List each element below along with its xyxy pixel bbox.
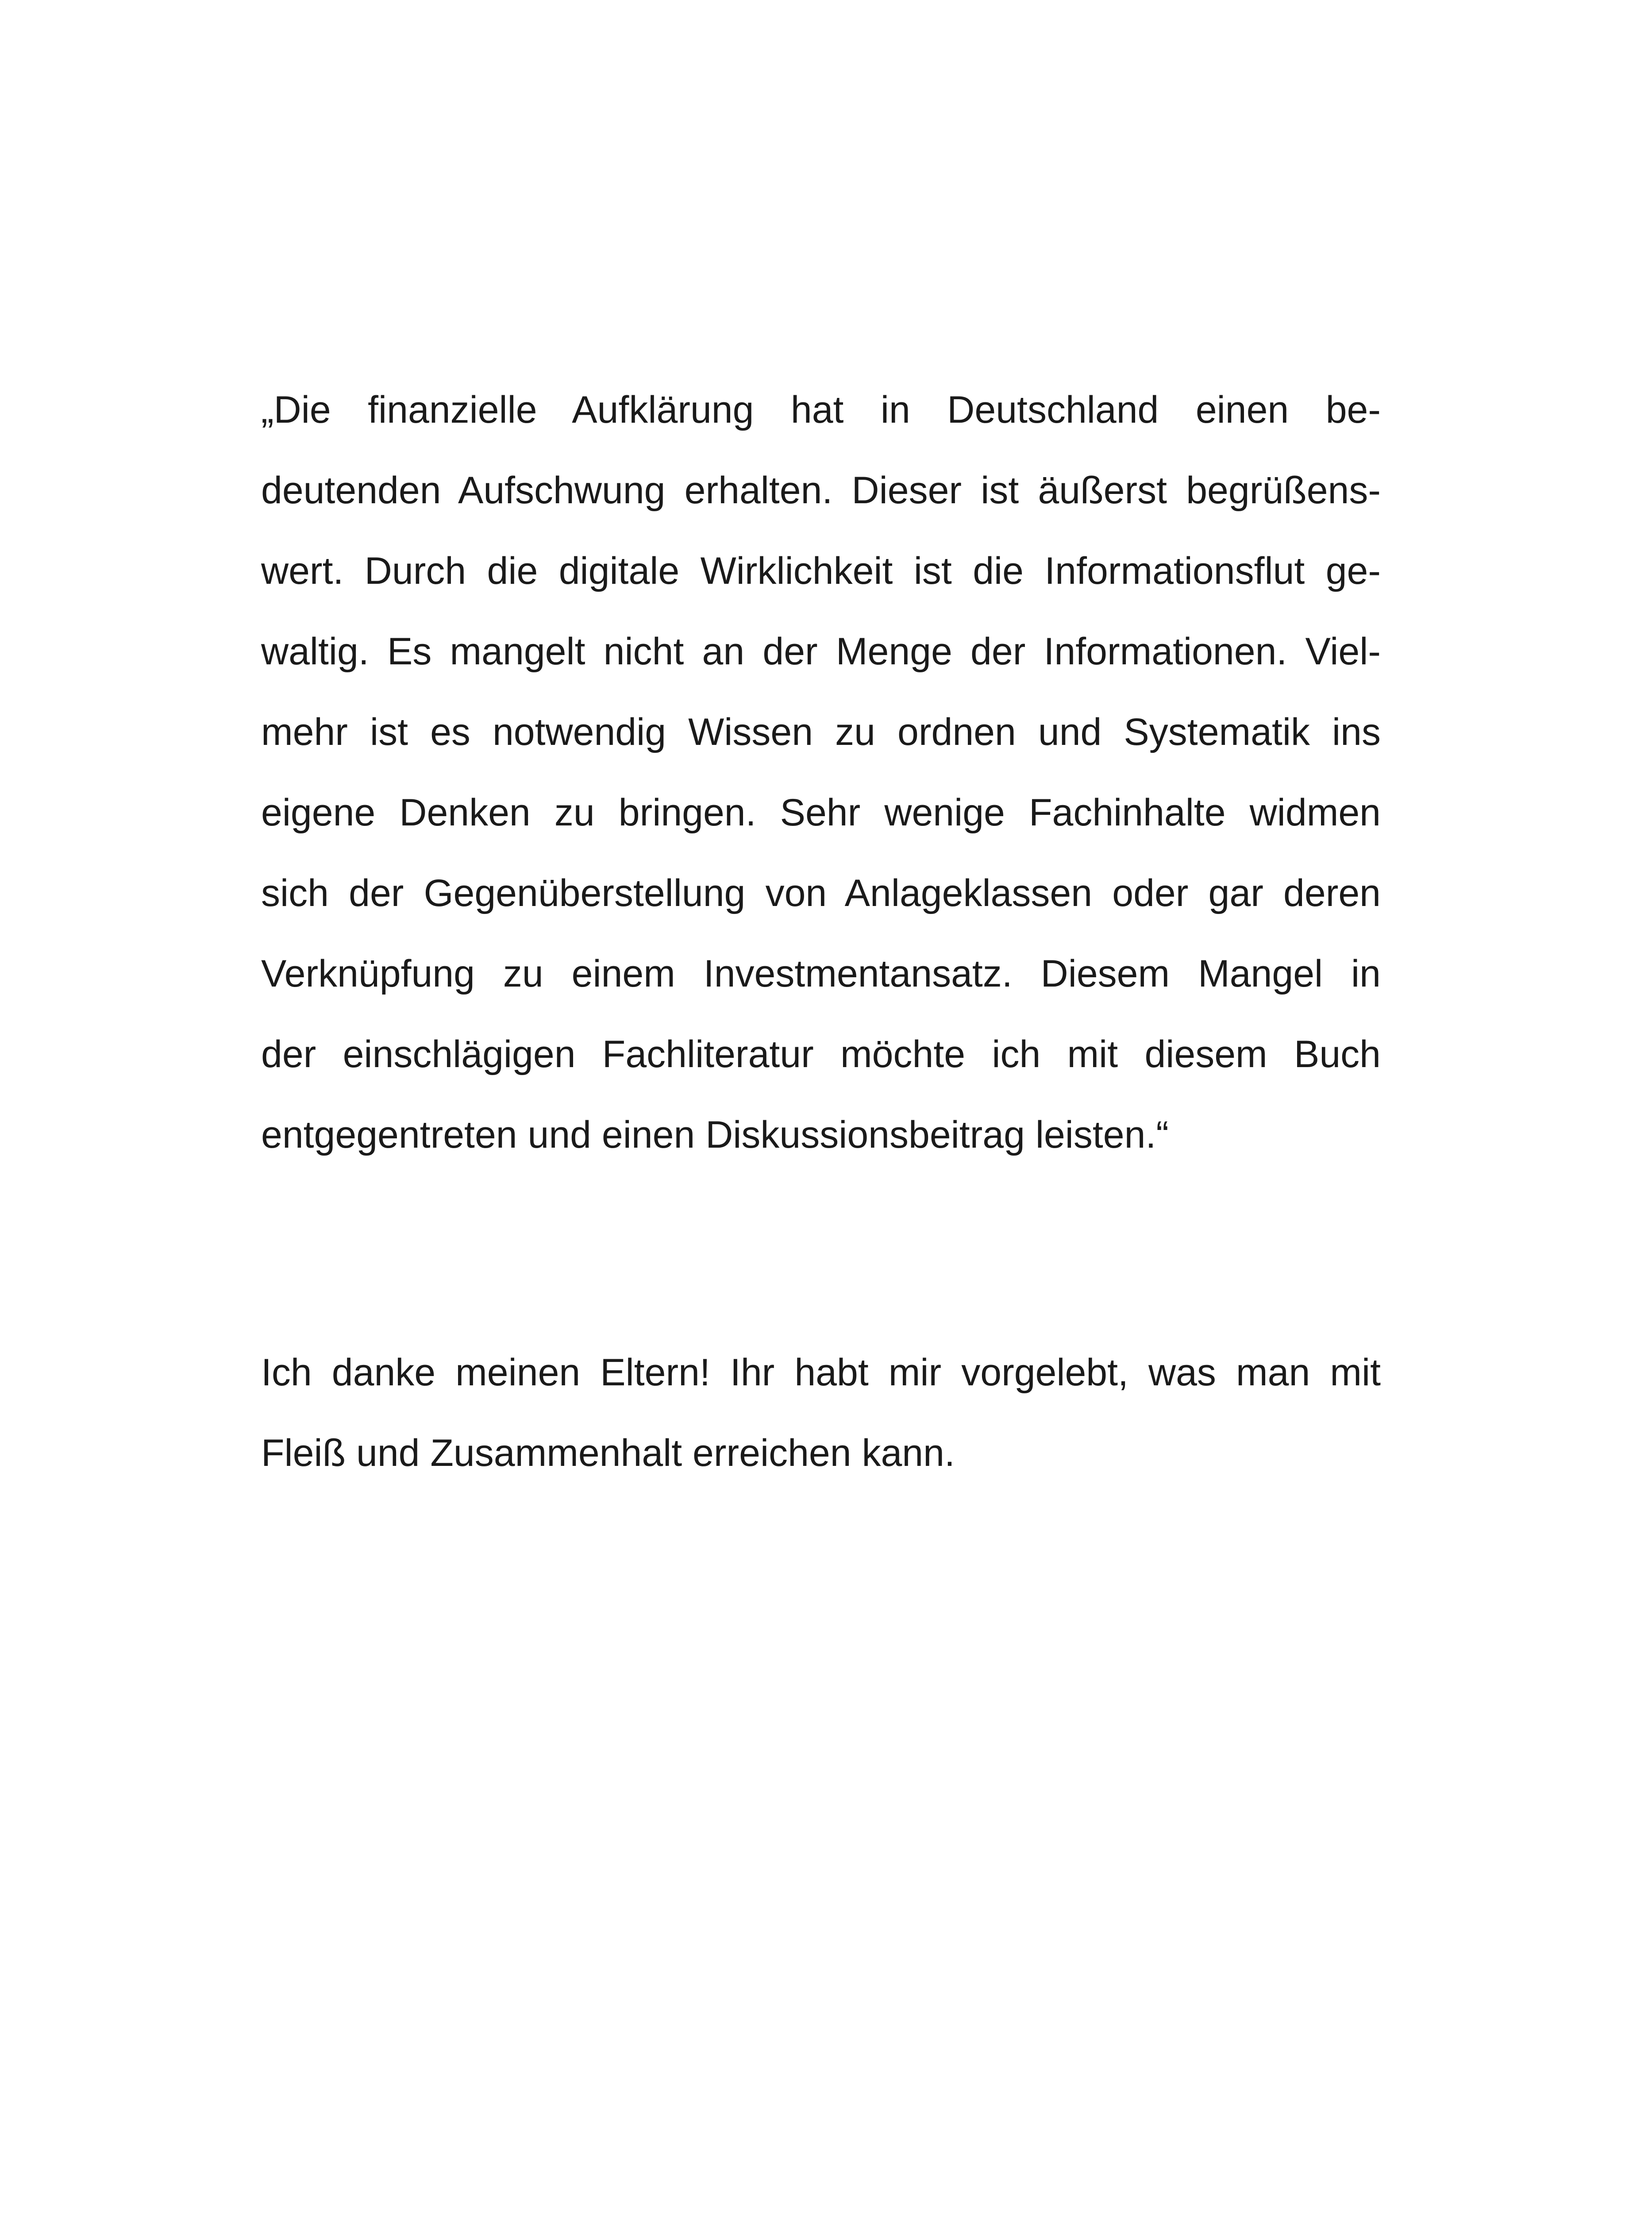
quote-line: waltig. Es mangelt nicht an der Menge der Informationen. Viel- xyxy=(261,630,1381,673)
quote-paragraph xyxy=(261,370,1381,1175)
quote-line: mehr ist es notwendig Wissen zu ordnen und Systematik ins xyxy=(261,711,1381,753)
quote-line: wert. Durch die digitale Wirklichkeit ist die Informationsflut ge- xyxy=(261,550,1381,592)
quote-line: sich der Gegenüberstellung von Anlageklassen oder gar deren xyxy=(261,872,1381,914)
quote-line: deutenden Aufschwung erhalten. Dieser ist äußerst begrüßens- xyxy=(261,469,1381,512)
quote-line: entgegentreten und einen Diskussionsbeitrag leisten.“ xyxy=(261,1114,1169,1156)
acknowledgement-line: Fleiß und Zusammenhalt erreichen kann. xyxy=(261,1432,955,1474)
quote-line: der einschlägigen Fachliteratur möchte ich mit diesem Buch xyxy=(261,1033,1381,1076)
quote-line: eigene Denken zu bringen. Sehr wenige Fachinhalte widmen xyxy=(261,791,1381,834)
acknowledgement-paragraph xyxy=(261,1332,1381,1493)
quote-line: Verknüpfung zu einem Investmentansatz. Diesem Mangel in xyxy=(261,952,1381,995)
quote-line: „Die finanzielle Aufklärung hat in Deutschland einen be- xyxy=(261,389,1381,431)
acknowledgement-line: Ich danke meinen Eltern! Ihr habt mir vorgelebt, was man mit xyxy=(261,1351,1381,1394)
